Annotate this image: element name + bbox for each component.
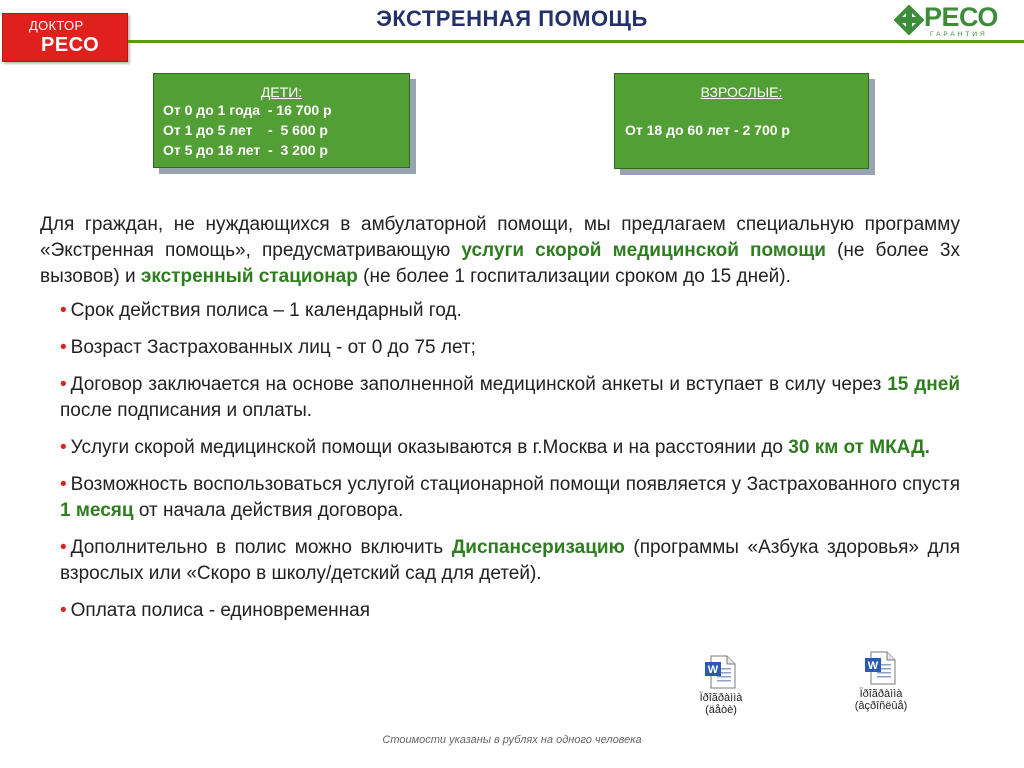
intro-text: (не более 1 госпитализации сроком до 15 дней).: [357, 266, 791, 287]
bullet-marker: •: [60, 437, 67, 458]
header-divider: [128, 40, 1024, 43]
list-item: • Возраст Застрахованных лиц - от 0 до 75 лет;: [60, 337, 476, 358]
word-document-icon: [703, 654, 739, 690]
adults-price-box: [614, 73, 869, 169]
kids-price-row: От 0 до 1 года - 16 700 р: [163, 102, 332, 118]
bullet-marker: •: [60, 537, 67, 558]
bullet-marker: •: [60, 337, 67, 358]
list-item: • Срок действия полиса – 1 календарный год.: [60, 300, 462, 321]
svg-text:W: W: [707, 664, 719, 676]
kids-price-row: От 1 до 5 лет - 5 600 р: [163, 122, 328, 138]
badge-line2: РЕСО: [41, 34, 100, 56]
reso-logo: [894, 2, 1014, 42]
footer-note: Стоимости указаны в рублях на одного человека: [382, 734, 642, 746]
bullet-marker: •: [60, 300, 67, 321]
intro-text: Для граждан, не нуждающихся в амбулаторной помощи, мы предлагаем специальную программу «Экстренная помощь», предусматривающую: [40, 214, 960, 261]
list-item: • Дополнительно в полис можно включить Диспансеризацию (программы «Азбука здоровья» для взрослых или «Скоро в школу/детский сад для детей).: [60, 537, 960, 584]
document-adults-program[interactable]: [838, 650, 924, 712]
bullet-marker: •: [60, 374, 67, 395]
page-title: ЭКСТРЕННАЯ ПОМОЩЬ: [376, 6, 648, 31]
document-label: (âçðîñëûå): [854, 700, 908, 712]
highlight-15-days: 15 дней: [887, 374, 961, 395]
document-label: Ïðîãðàììà: [699, 692, 743, 704]
list-item: • Возможность воспользоваться услугой стационарной помощи появляется у Застрахованного спустя 1 месяц от начала действия договора.: [60, 474, 960, 521]
list-item: • Оплата полиса - единовременная: [60, 600, 370, 621]
svg-text:W: W: [867, 660, 879, 672]
bullet-marker: •: [60, 600, 67, 621]
kids-price-box: [153, 73, 410, 168]
kids-price-row: От 5 до 18 лет - 3 200 р: [163, 142, 328, 158]
bullet-marker: •: [60, 474, 67, 495]
word-document-icon: [863, 650, 899, 686]
logo-word: РЕСО: [924, 2, 998, 32]
reso-logo-icon: [894, 5, 924, 35]
list-item: • Договор заключается на основе заполненной медицинской анкеты и вступает в силу через 15 дней после подписания и оплаты.: [60, 374, 961, 421]
kids-heading: ДЕТИ:: [260, 84, 303, 100]
intro-text: (не более 3х вызовов) и: [40, 240, 960, 287]
logo-subtitle: ГАРАНТИЯ: [930, 31, 988, 38]
badge-line1: ДОКТОР: [29, 18, 84, 33]
document-kids-program[interactable]: [681, 654, 761, 716]
intro-paragraph: [40, 212, 960, 290]
list-item: • Услуги скорой медицинской помощи оказываются в г.Москва и на расстоянии до 30 км от МКАД.: [60, 437, 930, 458]
intro-highlight-ambulance: услуги скорой медицинской помощи: [461, 240, 826, 261]
highlight-1-month: 1 месяц: [60, 500, 134, 521]
highlight-30-km: 30 км от МКАД.: [788, 437, 930, 458]
highlight-dispanserization: Диспансеризацию: [451, 537, 625, 558]
document-label: (äåòè): [705, 704, 737, 716]
conditions-list: [60, 298, 960, 624]
adults-heading: ВЗРОСЛЫЕ:: [700, 84, 783, 100]
intro-highlight-hospital: экстренный стационар: [140, 266, 358, 287]
adults-price-row: От 18 до 60 лет - 2 700 р: [625, 122, 790, 138]
main-content: [40, 212, 960, 635]
document-label: Ïðîãðàììà: [859, 688, 903, 700]
